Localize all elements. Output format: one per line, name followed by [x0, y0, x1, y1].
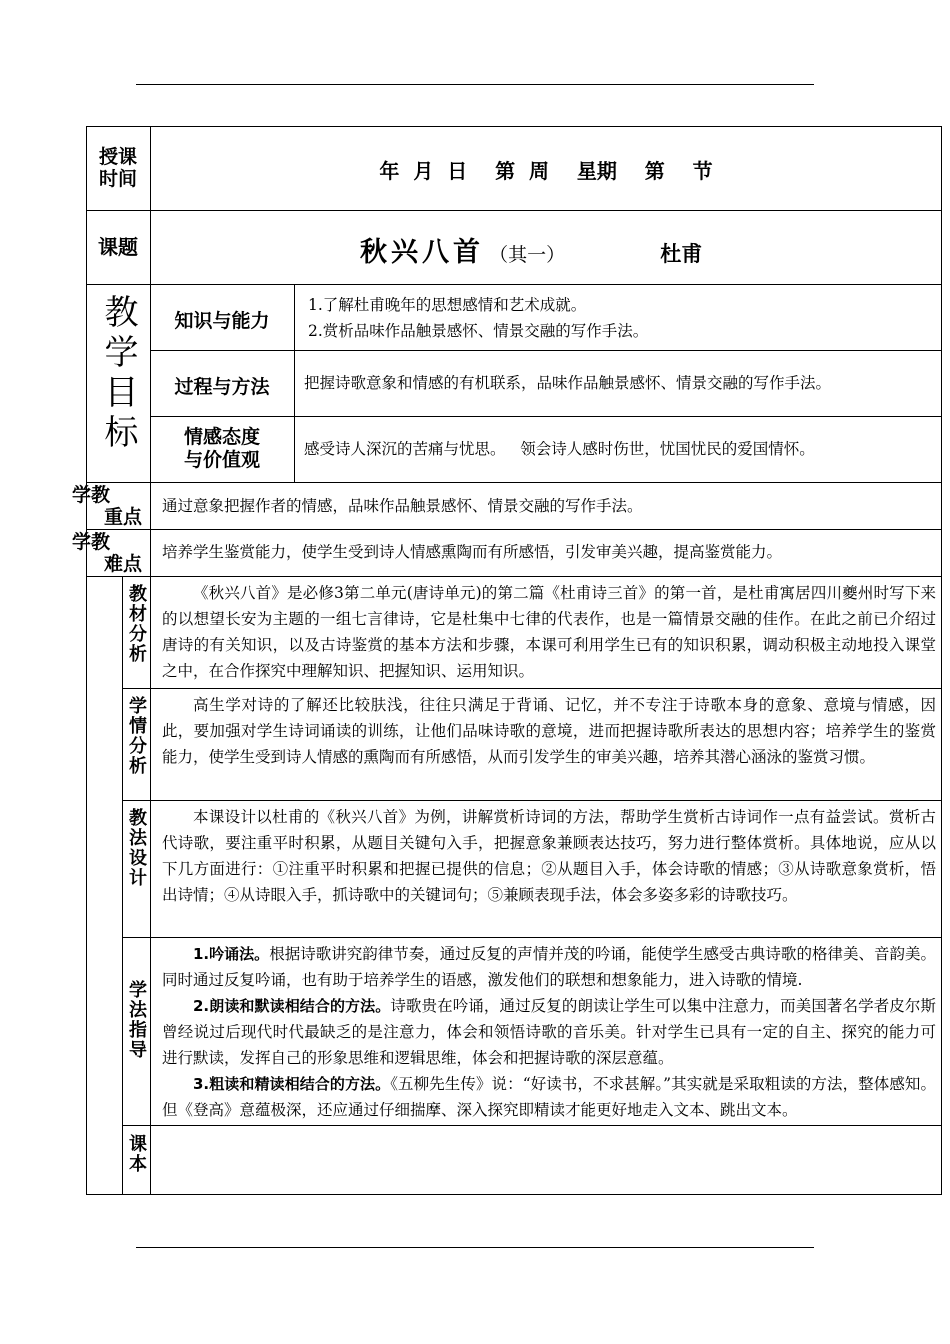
schedule-content: 年 月 日 第 周 星期 第 节 — [379, 159, 713, 183]
header-rule — [136, 84, 814, 85]
topic-title-line — [360, 230, 702, 269]
objective-name-attitude-1: 情感态度 — [183, 426, 260, 448]
guidance-item-1-text: 根据诗歌讲究韵律节奏，通过反复的声情并茂的吟诵，能使学生感受古典诗歌的格律美、音韵美。同时通过反复吟诵，也有助于培养学生的语感，激发他们的联想和想象能力，进入诗歌的情境. — [162, 945, 936, 989]
guidance-item-3-text: 《五柳先生传》说：“好读书，不求甚解。”其实就是采取粗读的方法，整体感知。但《登高》意蕴极深，还应通过仔细揣摩、深入探究即精读才能更好地走入文本、跳出文本。 — [162, 1075, 936, 1119]
section-guidance-text — [162, 941, 936, 1123]
sec-line-1 — [122, 688, 942, 689]
section-guidance-label: 学法指导 — [126, 980, 147, 1060]
row-line-1 — [86, 210, 942, 211]
key-point-label-top: 学教 — [72, 484, 111, 506]
guidance-item-2-text: 诗歌贵在吟诵，通过反复的朗读让学生可以集中注意力，而美国著名学者皮尔斯曾经说过后现代时代最缺乏的是注意力，体会和领悟诗歌的音乐美。针对学生已具有一定的自主、探究的能力可进行默读，发挥自己的形象思维和逻辑思维，体会和把握诗歌的深层意蕴。 — [162, 997, 936, 1067]
key-point-label-bottom: 重点 — [103, 506, 142, 528]
table-border-left — [86, 126, 87, 1195]
guidance-item-1-head: 1.吟诵法。 — [193, 945, 270, 963]
sec-line-3 — [122, 937, 942, 938]
objective-process-text: 把握诗歌意象和情感的有机联系，品味作品触景感怀、情景交融的写作手法。 — [304, 374, 832, 392]
label-col-divider — [150, 126, 151, 576]
guidance-item-1 — [162, 941, 936, 993]
guidance-item-2 — [162, 993, 936, 1071]
objective-name-attitude — [150, 426, 294, 472]
objective-name-knowledge: 知识与能力 — [174, 310, 270, 332]
topic-author: 杜甫 — [660, 241, 703, 266]
schedule-label: 授课时间 — [98, 146, 137, 190]
objective-name-attitude-2: 与价值观 — [183, 449, 260, 471]
row-line-4 — [86, 529, 942, 530]
table-border-right — [941, 126, 942, 1195]
objectives-label: 教学目标 — [98, 294, 138, 454]
lower-col-divider-a — [122, 576, 123, 1195]
difficulty-text: 培养学生鉴赏能力，使学生受到诗人情感熏陶而有所感悟，引发审美兴趣，提高鉴赏能力。 — [162, 543, 783, 561]
footer-rule — [136, 1247, 814, 1248]
row-line-5 — [86, 576, 942, 577]
section-textbook-label: 课本 — [126, 1134, 147, 1174]
topic-title: 秋兴八首 — [360, 237, 484, 268]
section-learner-label: 学情分析 — [126, 696, 147, 776]
difficulty-label-bottom: 难点 — [103, 553, 142, 575]
difficulty-label-top: 学教 — [72, 531, 111, 553]
objective-knowledge-line-2: 2.赏析品味作品触景感怀、情景交融的写作手法。 — [308, 322, 649, 340]
objective-attitude-text: 感受诗人深沉的苦痛与忧思。 领会诗人感时伤世，忧国忧民的爱国情怀。 — [304, 440, 815, 458]
objective-name-process: 过程与方法 — [174, 376, 270, 398]
topic-subtitle: （其一） — [489, 244, 566, 266]
guidance-item-3-head: 3.粗读和精读相结合的方法。 — [193, 1075, 391, 1093]
section-method-label: 教法设计 — [126, 808, 147, 888]
objective-name-divider — [294, 284, 295, 482]
objective-knowledge-text — [308, 292, 938, 344]
obj-line-1 — [150, 350, 942, 351]
key-point-label — [72, 484, 142, 528]
key-point-text: 通过意象把握作者的情感，品味作品触景感怀、情景交融的写作手法。 — [162, 497, 643, 515]
sec-line-2 — [122, 800, 942, 801]
difficulty-label — [72, 531, 142, 575]
section-material-text: 《秋兴八首》是必修3第二单元(唐诗单元)的第二篇《杜甫诗三首》的第一首，是杜甫寓居四川夔州时写下来的以想望长安为主题的一组七言律诗，它是杜集中七律的代表作，也是一篇情景交融的佳作。在此之前已介绍过唐诗的有关知识，以及古诗鉴赏的基本方法和步骤，本课可利用学生已有的知识积累，调动积极主动地投入课堂之中，在合作探究中理解知识、把握知识、运用知识。 — [162, 584, 936, 680]
table-border-bottom — [86, 1194, 942, 1195]
row-line-2 — [86, 284, 942, 285]
table-border-top — [86, 126, 942, 127]
obj-line-2 — [150, 416, 942, 417]
objective-knowledge-line-1: 1.了解杜甫晚年的思想感情和艺术成就。 — [308, 296, 587, 314]
section-learner-text: 高生学对诗的了解还比较肤浅，往往只满足于背诵、记忆，并不专注于诗歌本身的意象、意境与情感，因此，要加强对学生诗词诵读的训练，让他们品味诗歌的意境，进而把握诗歌所表达的思想内容；培养学生的鉴赏能力，使学生受到诗人情感的熏陶而有所感悟，从而引发学生的审美兴趣，培养其潜心涵泳的鉴赏习惯。 — [162, 696, 936, 766]
row-line-3 — [86, 482, 942, 483]
section-method-text: 本课设计以杜甫的《秋兴八首》为例，讲解赏析诗词的方法，帮助学生赏析古诗词作一点有益尝试。赏析古代诗歌，要注重平时积累，从题目关键句入手，把握意象兼顾表达技巧，努力进行整体赏析。具体地说，应从以下几方面进行：①注重平时积累和把握已提供的信息；②从题目入手，体会诗歌的情感；③从诗歌意象赏析，悟出诗情；④从诗眼入手，抓诗歌中的关键词句；⑤兼顾表现手法，体会多姿多彩的诗歌技巧。 — [162, 808, 936, 904]
sec-line-4 — [122, 1125, 942, 1126]
section-material-label: 教材分析 — [126, 584, 147, 664]
topic-label: 课题 — [98, 235, 138, 259]
guidance-item-3 — [162, 1071, 936, 1123]
lower-col-divider-b — [150, 576, 151, 1195]
guidance-item-2-head: 2.朗读和默读相结合的方法。 — [193, 997, 391, 1015]
